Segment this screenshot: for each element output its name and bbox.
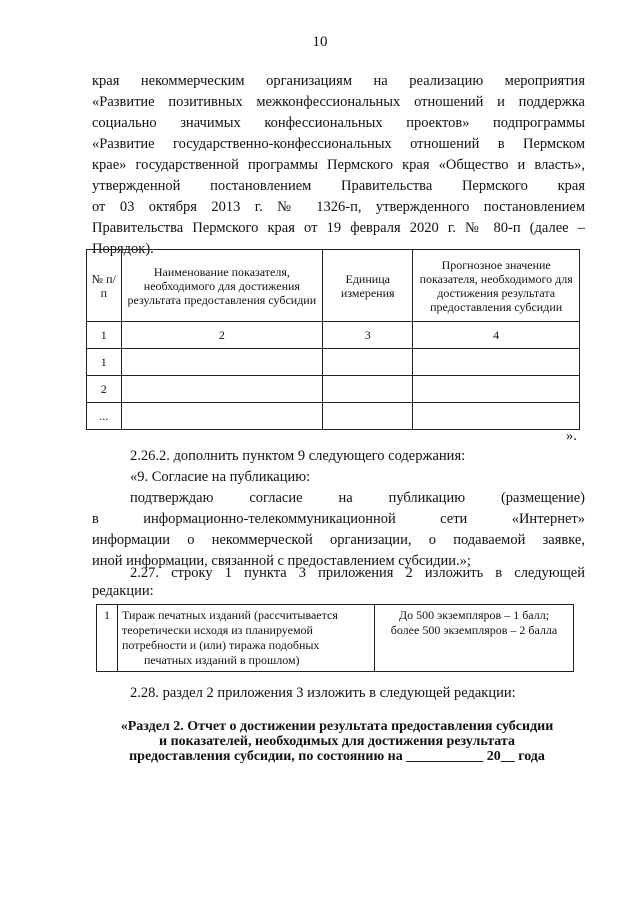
criterion-line: Тираж печатных изданий (рассчитывается xyxy=(122,608,338,622)
header-cell-forecast: Прогнозное значение показателя, необходимого для достижения результата предоставления субсидии xyxy=(413,250,580,322)
table-cell xyxy=(413,349,580,376)
intro-line: крае» государственной программы Пермского края «Общество и власть», xyxy=(92,157,585,173)
table-cell xyxy=(323,403,413,430)
table-cell: 2 xyxy=(87,376,122,403)
heading-line: предоставления субсидии, по состоянию на ___________ 20__ года xyxy=(129,749,545,764)
header-cell-unit: Единица измерения xyxy=(323,250,413,322)
consent-line: иной информации, связанной с предоставлением субсидии.»; xyxy=(92,553,471,569)
page-number: 10 xyxy=(312,34,328,50)
item-9-title: «9. Согласие на публикацию: xyxy=(130,469,311,485)
heading-line: «Раздел 2. Отчет о достижении результата предоставления субсидии xyxy=(120,719,554,734)
table-cell xyxy=(121,376,323,403)
criterion-line: потребности и (или) тиража подобных xyxy=(122,638,320,652)
intro-line: Правительства Пермского края от 19 февраля 2020 г. № 80-п (далее – xyxy=(92,220,585,236)
table-cell xyxy=(413,403,580,430)
table-row xyxy=(87,376,580,403)
intro-line: края некоммерческим организациям на реализацию мероприятия xyxy=(92,73,585,89)
table-cell: 2 xyxy=(121,322,323,349)
item-2-27-line1: 2.27. строку 1 пункта 3 приложения 2 изложить в следующей xyxy=(130,565,585,581)
indicators-table xyxy=(86,249,580,430)
table-cell xyxy=(121,349,323,376)
criteria-table xyxy=(96,604,574,672)
table-cell: 1 xyxy=(87,349,122,376)
criterion-line: печатных изданий в прошлом) xyxy=(144,653,300,667)
table-row xyxy=(87,403,580,430)
table-cell: 1 xyxy=(87,322,122,349)
table-cell: ... xyxy=(87,403,122,430)
table-header-row xyxy=(87,250,580,322)
intro-line: «Развитие государственно-конфессиональных отношений в Пермском xyxy=(92,136,585,152)
table-cell: 3 xyxy=(323,322,413,349)
table-cell-number: 1 xyxy=(97,605,118,672)
consent-line: в информационно-телекоммуникационной сети «Интернет» xyxy=(92,511,585,527)
criterion-line: теоретически исходя из планируемой xyxy=(122,623,313,637)
intro-line: от 03 октября 2013 г. № 1326-п, утвержденного постановлением xyxy=(92,199,585,215)
item-2-28: 2.28. раздел 2 приложения 3 изложить в следующей редакции: xyxy=(130,685,516,701)
table-row xyxy=(97,605,574,672)
table-cell-score xyxy=(375,605,574,672)
table-cell-criterion xyxy=(118,605,375,672)
table-cell xyxy=(121,403,323,430)
score-line: более 500 экземпляров – 2 балла xyxy=(390,623,558,637)
table-cell xyxy=(323,376,413,403)
consent-line: информации о некоммерческой организации, о подаваемой заявке, xyxy=(92,532,585,548)
consent-line: подтверждаю согласие на публикацию (размещение) xyxy=(130,490,585,506)
intro-line: социально значимых конфессиональных проектов» подпрограммы xyxy=(92,115,585,131)
heading-line: и показателей, необходимых для достижения результата xyxy=(159,734,515,749)
intro-line-last: Порядок). xyxy=(92,241,154,257)
closing-quote: ». xyxy=(566,428,577,444)
header-cell-number: № п/п xyxy=(87,250,122,322)
header-cell-indicator: Наименование показателя, необходимого для достижения результата предоставления субсидии xyxy=(121,250,323,322)
table-row xyxy=(87,322,580,349)
intro-line: утвержденной постановлением Правительства Пермского края xyxy=(92,178,585,194)
score-line: До 500 экземпляров – 1 балл; xyxy=(398,608,550,622)
table-cell: 4 xyxy=(413,322,580,349)
table-cell xyxy=(323,349,413,376)
item-2-27-line2: редакции: xyxy=(92,583,154,599)
table-row xyxy=(87,349,580,376)
intro-line: «Развитие позитивных межконфессиональных отношений и поддержка xyxy=(92,94,585,110)
table-cell xyxy=(413,376,580,403)
item-2-26-2: 2.26.2. дополнить пунктом 9 следующего содержания: xyxy=(130,448,466,464)
